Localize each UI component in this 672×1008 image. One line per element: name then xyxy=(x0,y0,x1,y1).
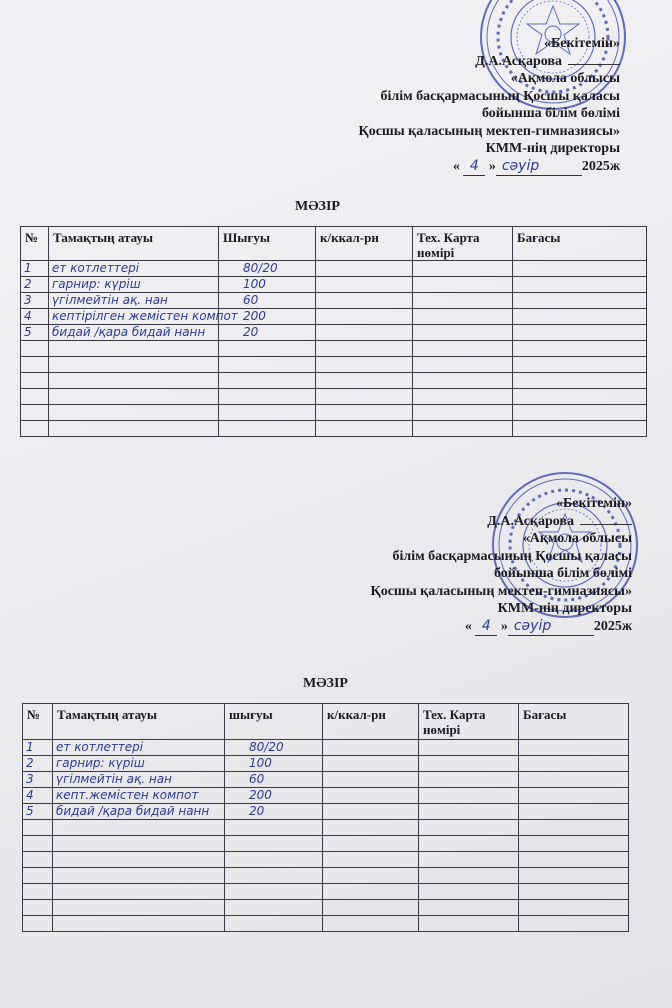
table-row-empty xyxy=(23,820,629,836)
table-row: 5 бидай /қара бидай нанн 20 xyxy=(23,804,629,820)
approval-header xyxy=(359,35,620,176)
table-row: 5 бидай /қара бидай нанн 20 xyxy=(21,325,647,341)
table-row: 2 гарнир: күріш 100 xyxy=(21,277,647,293)
org-line-1: «Ақмола облысы xyxy=(510,71,620,86)
menu-title: МӘЗІР xyxy=(303,676,348,691)
org-line-3: бойынша білім бөлімі xyxy=(481,106,620,121)
header-yield: Шығуы xyxy=(219,227,316,261)
header-dish-name: Тамақтың атауы xyxy=(53,704,225,740)
signature-line xyxy=(568,64,620,65)
header-number: № xyxy=(21,227,49,261)
header-tech-card: Тех. Карта нөмірі xyxy=(413,227,513,261)
table-row-empty xyxy=(21,405,647,421)
table-row: 1 ет котлеттері 80/20 xyxy=(23,740,629,756)
org-line-5: КММ-нің директоры xyxy=(497,601,632,616)
org-line-2: білім басқармасының Қосшы қаласы xyxy=(380,88,620,104)
date-year: 2025ж xyxy=(581,158,620,174)
table-row-empty xyxy=(23,868,629,884)
header-dish-name: Тамақтың атауы xyxy=(49,227,219,261)
table-header-row xyxy=(23,704,629,740)
date-day: 4 xyxy=(463,158,485,177)
table-row-empty xyxy=(23,916,629,932)
table-row-empty xyxy=(23,900,629,916)
table-row: 4 кепт.жемістен компот 200 xyxy=(23,788,629,804)
org-line-1: «Ақмола облысы xyxy=(522,531,632,546)
table-row-empty xyxy=(21,357,647,373)
table-row: 3 үгілмейтін ақ. нан 60 xyxy=(21,293,647,309)
signer-name: Д.А.Асқарова xyxy=(487,513,574,529)
table-row-empty xyxy=(21,373,647,389)
menu-title: МӘЗІР xyxy=(295,199,340,214)
approval-header xyxy=(371,495,632,636)
table-header-row xyxy=(21,227,647,261)
header-number: № xyxy=(23,704,53,740)
signer-name: Д.А.Асқарова xyxy=(475,53,562,69)
header-kcal: к/ккал-рн xyxy=(323,704,419,740)
org-line-4: Қосшы қаласының мектеп-гимназиясы» xyxy=(370,583,632,599)
approval-date: « 4 » сәуір 2025ж xyxy=(359,158,620,177)
table-row-empty xyxy=(23,836,629,852)
date-month: сәуір xyxy=(496,158,582,177)
date-year: 2025ж xyxy=(593,618,632,634)
menu-block-2 xyxy=(0,480,672,1008)
header-price: Бағасы xyxy=(513,227,647,261)
menu-block-1 xyxy=(0,0,672,480)
table-row-empty xyxy=(21,341,647,357)
table-row-empty xyxy=(21,389,647,405)
table-row: 3 үгілмейтін ақ. нан 60 xyxy=(23,772,629,788)
org-line-4: Қосшы қаласының мектеп-гимназиясы» xyxy=(358,123,620,139)
approve-word: «Бекітемін» xyxy=(543,36,620,51)
header-kcal: к/ккал-рн xyxy=(316,227,413,261)
header-price: Бағасы xyxy=(519,704,629,740)
table-row-empty xyxy=(23,884,629,900)
signature-line xyxy=(580,524,632,525)
approve-word: «Бекітемін» xyxy=(555,496,632,511)
header-tech-card: Тех. Карта нөмірі xyxy=(419,704,519,740)
table-row: 2 гарнир: күріш 100 xyxy=(23,756,629,772)
menu-table xyxy=(20,226,647,437)
org-line-3: бойынша білім бөлімі xyxy=(493,566,632,581)
table-row-empty xyxy=(21,421,647,437)
table-row: 1 ет котлеттері 80/20 xyxy=(21,261,647,277)
org-line-2: білім басқармасының Қосшы қаласы xyxy=(392,548,632,564)
menu-table xyxy=(22,703,629,932)
table-row-empty xyxy=(23,852,629,868)
org-line-5: КММ-нің директоры xyxy=(485,141,620,156)
date-month: сәуір xyxy=(508,618,594,637)
header-yield: шығуы xyxy=(225,704,323,740)
table-row: 4 кептірілген жемістен компот 200 xyxy=(21,309,647,325)
approval-date: « 4 » сәуір 2025ж xyxy=(371,618,632,637)
date-day: 4 xyxy=(475,618,497,637)
